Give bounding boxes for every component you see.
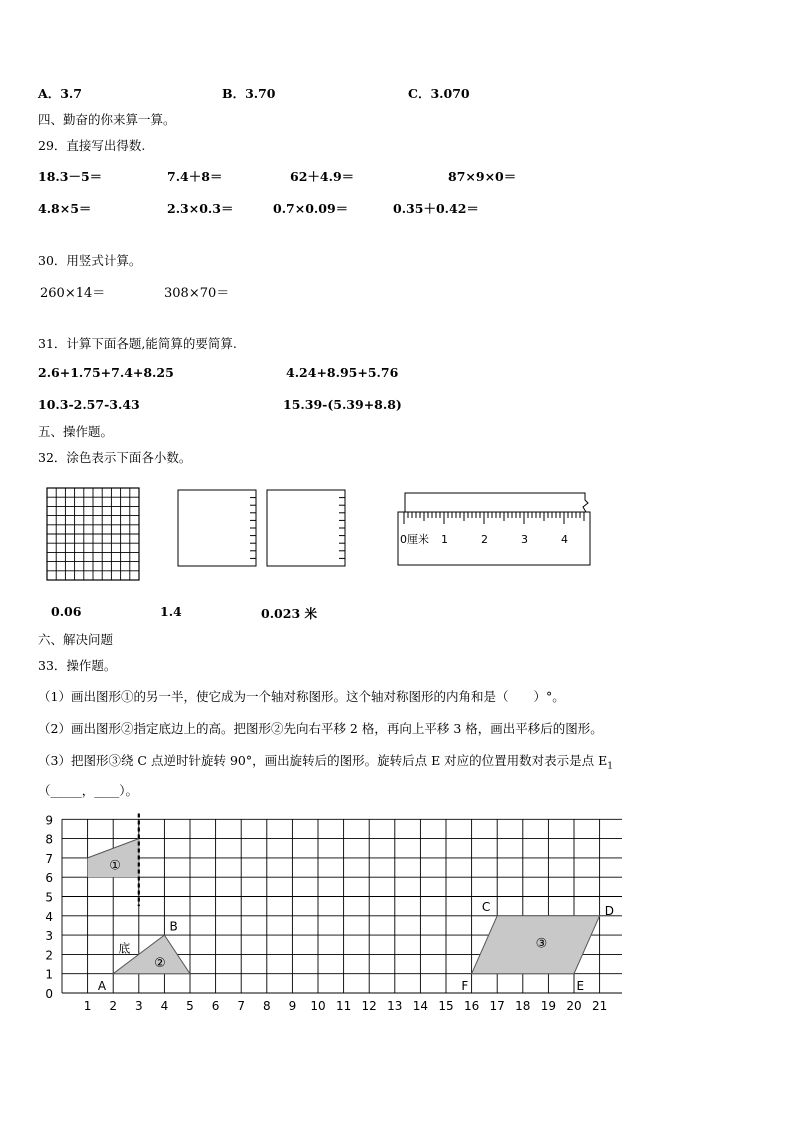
x-tick-label: 12 — [361, 999, 377, 1013]
coordinate-grid — [0, 800, 794, 1030]
q31-item-4: 15.39-(5.39+8.8) — [283, 397, 402, 412]
q32-label-2: 1.4 — [160, 604, 182, 619]
q30-title: 30．用竖式计算。 — [38, 253, 142, 268]
y-tick-label: 2 — [45, 948, 53, 963]
x-tick-label: 5 — [186, 999, 194, 1013]
section-heading-6: 六、解决问题 — [38, 632, 114, 647]
option-b: B．3.70 — [222, 86, 276, 101]
ruler — [398, 493, 590, 565]
y-tick-label: 4 — [45, 909, 53, 924]
q30-item-2: 308×70＝ — [164, 286, 230, 301]
point-label: 底 — [118, 941, 131, 956]
x-tick-label: 20 — [566, 999, 582, 1013]
q33-part-3 — [38, 751, 613, 772]
x-tick-label: 6 — [211, 999, 220, 1013]
y-tick-label: 6 — [45, 871, 53, 886]
q33-part-4: （_____，____）。 — [38, 783, 139, 798]
q29-r1-c2: 7.4＋8＝ — [167, 169, 223, 184]
x-tick-label: 9 — [288, 999, 297, 1013]
tenths-square-1 — [178, 490, 256, 566]
ruler-label: 4 — [561, 533, 568, 546]
point-label: E — [576, 979, 585, 994]
x-tick-label: 21 — [591, 999, 608, 1013]
q29-r1-c3: 62＋4.9＝ — [290, 169, 355, 184]
point-label: C — [481, 899, 491, 914]
x-tick-label: 11 — [335, 999, 352, 1013]
q29-r2-c2: 2.3×0.3＝ — [167, 201, 234, 216]
hundred-grid — [47, 488, 139, 580]
q31-item-3: 10.3-2.57-3.43 — [38, 397, 140, 412]
q30-item-1: 260×14＝ — [40, 286, 106, 301]
x-tick-label: 18 — [515, 999, 531, 1013]
y-tick-label: 9 — [45, 813, 53, 828]
x-tick-label: 2 — [109, 999, 118, 1013]
point-label: F — [461, 979, 469, 994]
q33-title: 33．操作题。 — [38, 658, 117, 673]
q33-part-3-text: （3）把图形③绕 C 点逆时针旋转 90°，画出旋转后的图形。旋转后点 E 对应的位置用数对表示是点 E — [38, 753, 608, 768]
q29-r2-c4: 0.35＋0.42＝ — [393, 201, 479, 216]
x-tick-label: 4 — [160, 999, 169, 1013]
x-tick-label: 8 — [262, 999, 271, 1013]
section-heading-5: 五、操作题。 — [38, 424, 114, 439]
x-tick-label: 19 — [540, 999, 557, 1013]
x-tick-label: 3 — [134, 999, 143, 1013]
x-tick-label: 7 — [237, 999, 246, 1013]
ruler-label: 0厘米 — [400, 533, 429, 546]
point-label: A — [97, 979, 107, 994]
q33-part-2: （2）画出图形②指定底边上的高。把图形②先向右平移 2 格，再向上平移 3 格，画出平移后的图形。 — [38, 721, 603, 736]
x-tick-label: 15 — [438, 999, 454, 1013]
option-c: C．3.070 — [408, 86, 470, 101]
q29-r2-c3: 0.7×0.09＝ — [273, 201, 349, 216]
y-tick-label: 5 — [45, 890, 53, 905]
q29-r1-c4: 87×9×0＝ — [448, 169, 517, 184]
y-tick-label: 1 — [45, 967, 53, 982]
x-tick-label: 1 — [83, 999, 92, 1013]
q32-label-1: 0.06 — [51, 604, 82, 619]
y-tick-label: 0 — [45, 987, 53, 1001]
point-label: B — [169, 919, 178, 934]
q31-item-2: 4.24+8.95+5.76 — [286, 365, 399, 380]
q33-part-3-sub: 1 — [607, 761, 613, 772]
x-tick-label: 16 — [463, 999, 480, 1013]
ruler-label: 2 — [481, 533, 488, 546]
x-tick-label: 14 — [412, 999, 429, 1013]
section-heading-4: 四、勤奋的你来算一算。 — [38, 112, 176, 127]
q29-title: 29．直接写出得数. — [38, 138, 146, 153]
x-tick-label: 13 — [387, 999, 403, 1013]
shape-label: ② — [154, 955, 166, 971]
q32-title: 32．涂色表示下面各小数。 — [38, 450, 192, 465]
q31-title: 31．计算下面各题,能简算的要简算. — [38, 336, 237, 351]
q31-item-1: 2.6+1.75+7.4+8.25 — [38, 365, 174, 380]
y-tick-label: 7 — [45, 851, 53, 866]
tenths-square-2 — [267, 490, 345, 566]
ruler-label: 3 — [521, 533, 528, 546]
ruler-label: 1 — [441, 533, 448, 546]
x-tick-label: 10 — [310, 999, 326, 1013]
q33-part-1: （1）画出图形①的另一半，使它成为一个轴对称图形。这个轴对称图形的内角和是（ ）°。 — [38, 689, 565, 704]
option-a: A．3.7 — [38, 86, 82, 101]
q29-r1-c1: 18.3－5＝ — [38, 169, 103, 184]
y-tick-label: 3 — [45, 929, 53, 944]
point-label: D — [604, 903, 614, 918]
shape-label: ① — [109, 858, 121, 874]
q32-label-3: 0.023 米 — [261, 606, 317, 621]
shape-label: ③ — [535, 936, 548, 952]
q29-r2-c1: 4.8×5＝ — [38, 201, 92, 216]
x-tick-label: 17 — [489, 999, 505, 1013]
y-tick-label: 8 — [45, 832, 53, 847]
